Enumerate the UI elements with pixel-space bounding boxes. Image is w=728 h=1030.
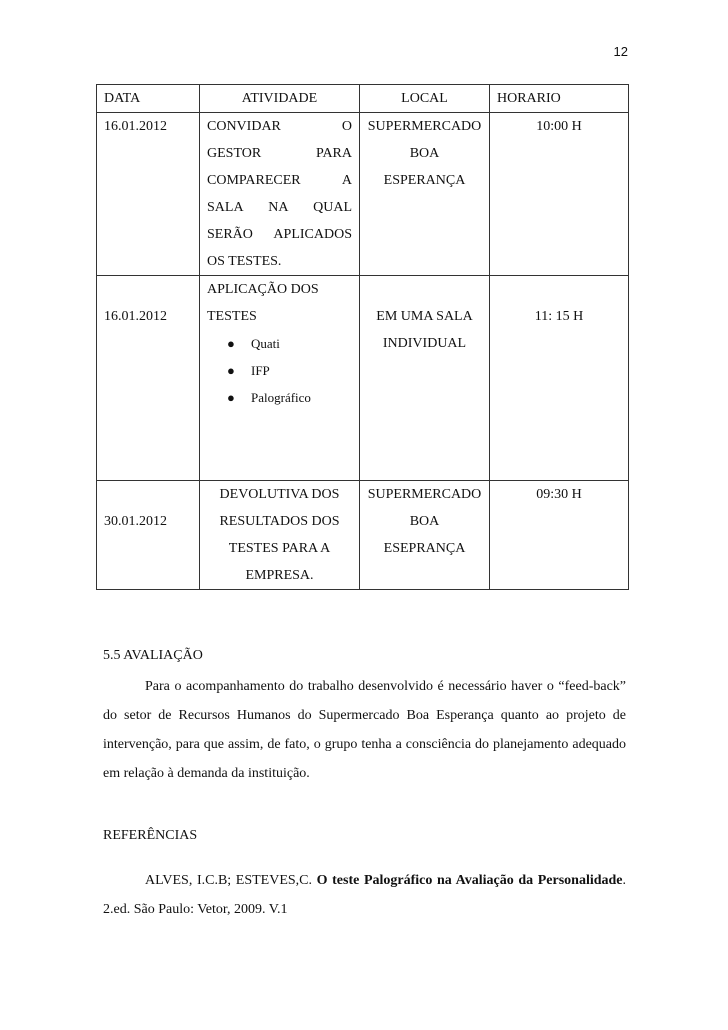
reference-details: . 2.ed. São Paulo: Vetor, 2009. V.1 bbox=[103, 873, 627, 917]
reference-authors: ALVES, I.C.B; ESTEVES,C. bbox=[145, 873, 317, 888]
word: GESTOR bbox=[207, 146, 262, 161]
header-activity: ATIVIDADE bbox=[200, 85, 360, 113]
evaluation-heading: 5.5 AVALIAÇÃO bbox=[103, 648, 203, 663]
activity-line: EMPRESA. bbox=[245, 568, 314, 583]
location-line: SUPERMERCADO bbox=[367, 119, 482, 134]
location-line: SUPERMERCADO bbox=[367, 487, 482, 502]
list-item bbox=[227, 384, 352, 411]
list-item-label: Quati bbox=[251, 336, 280, 351]
word: SERÃO bbox=[207, 227, 253, 242]
cell-date: 30.01.2012 bbox=[97, 481, 200, 590]
word: COMPARECER bbox=[207, 173, 301, 188]
bullet-icon: ● bbox=[227, 390, 235, 405]
location-line: BOA bbox=[409, 514, 440, 529]
activity-line bbox=[207, 248, 352, 275]
schedule-table bbox=[96, 84, 629, 590]
location-line: INDIVIDUAL bbox=[382, 336, 467, 351]
location-line: ESPERANÇA bbox=[383, 173, 466, 188]
cell-date: 16.01.2012 bbox=[97, 276, 200, 481]
activity-line: TESTES PARA A bbox=[228, 541, 331, 556]
page-number: 12 bbox=[613, 44, 628, 59]
reference-entry bbox=[103, 866, 626, 924]
bullet-icon: ● bbox=[227, 363, 235, 378]
word: QUAL bbox=[313, 200, 352, 215]
cell-time: 09:30 H bbox=[490, 481, 629, 590]
list-item bbox=[227, 357, 352, 384]
word: CONVIDAR bbox=[207, 119, 281, 134]
cell-activity bbox=[200, 481, 360, 590]
reference-text bbox=[103, 866, 626, 924]
cell-date: 16.01.2012 bbox=[97, 113, 200, 276]
header-time: HORARIO bbox=[490, 85, 629, 113]
list-item bbox=[227, 330, 352, 357]
activity-line bbox=[207, 113, 352, 140]
word: SALA bbox=[207, 200, 244, 215]
table-row bbox=[97, 276, 629, 481]
cell-activity bbox=[200, 113, 360, 276]
cell-time: 11: 15 H bbox=[490, 276, 629, 481]
location-line: EM UMA SALA bbox=[376, 309, 473, 324]
word: APLICADOS bbox=[273, 227, 352, 242]
list-item-label: IFP bbox=[251, 363, 270, 378]
cell-location bbox=[360, 113, 490, 276]
word: NA bbox=[268, 200, 289, 215]
location-line: ESEPRANÇA bbox=[383, 541, 466, 556]
activity-line bbox=[207, 221, 352, 248]
activity-line bbox=[207, 194, 352, 221]
table-header-row bbox=[97, 85, 629, 113]
word: PARA bbox=[315, 146, 352, 161]
references-heading: REFERÊNCIAS bbox=[103, 828, 198, 843]
location-line: BOA bbox=[409, 146, 440, 161]
test-list bbox=[207, 330, 352, 411]
table-row bbox=[97, 113, 629, 276]
activity-line bbox=[207, 167, 352, 194]
bullet-icon: ● bbox=[227, 336, 235, 351]
cell-location bbox=[360, 276, 490, 481]
reference-title: O teste Palográfico na Avaliação da Personalidade bbox=[316, 873, 623, 888]
activity-line: DEVOLUTIVA DOS bbox=[219, 487, 340, 502]
header-date: DATA bbox=[97, 85, 200, 113]
activity-line bbox=[207, 140, 352, 167]
cell-time: 10:00 H bbox=[490, 113, 629, 276]
activity-line: TESTES bbox=[207, 309, 257, 324]
activity-line: RESULTADOS DOS bbox=[219, 514, 340, 529]
word: OS TESTES. bbox=[207, 254, 282, 269]
list-item-label: Palográfico bbox=[251, 390, 311, 405]
table-row bbox=[97, 481, 629, 590]
evaluation-paragraph bbox=[103, 672, 626, 788]
activity-line: APLICAÇÃO DOS bbox=[207, 282, 319, 297]
word: O bbox=[341, 119, 352, 134]
word: A bbox=[341, 173, 352, 188]
cell-location bbox=[360, 481, 490, 590]
cell-activity bbox=[200, 276, 360, 481]
header-location: LOCAL bbox=[360, 85, 490, 113]
evaluation-text: Para o acompanhamento do trabalho desenvolvido é necessário haver o “feed-back” do setor de Recursos Humanos do Supermercado Boa Esperança quanto ao projeto de intervenção, para que assim, de fato, o grupo tenha a consciência do planejamento adequado em relação à demanda da instituição. bbox=[103, 679, 626, 781]
